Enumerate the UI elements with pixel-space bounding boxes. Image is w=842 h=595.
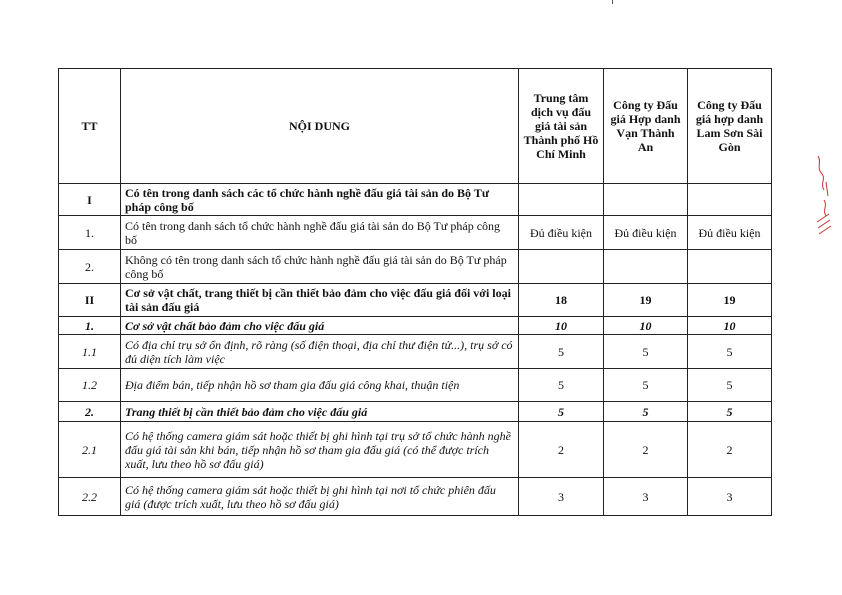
row-value-org-2: 3 bbox=[604, 478, 688, 516]
row-value-org-2 bbox=[604, 250, 688, 284]
row-value-org-1: 5 bbox=[519, 402, 604, 422]
row-number: 1. bbox=[59, 317, 121, 335]
row-number: II bbox=[59, 284, 121, 317]
row-value-org-3 bbox=[688, 184, 772, 216]
row-number: 1. bbox=[59, 216, 121, 250]
row-value-org-1: 3 bbox=[519, 478, 604, 516]
handwritten-margin-mark bbox=[812, 152, 834, 240]
row-value-org-1: 5 bbox=[519, 335, 604, 369]
table-row bbox=[59, 478, 772, 516]
row-content: Có hệ thống camera giám sát hoặc thiết bị ghi hình tại nơi tổ chức phiên đấu giá (được trích xuất, lưu theo hồ sơ đấu giá) bbox=[121, 478, 519, 516]
row-value-org-3: 2 bbox=[688, 422, 772, 478]
row-value-org-3: 5 bbox=[688, 402, 772, 422]
row-number: 2. bbox=[59, 402, 121, 422]
row-content: Cơ sở vật chất, trang thiết bị cần thiết bảo đảm cho việc đấu giá đối với loại tài sản đấu giá bbox=[121, 284, 519, 317]
row-value-org-2: 5 bbox=[604, 402, 688, 422]
row-number: I bbox=[59, 184, 121, 216]
row-content: Không có tên trong danh sách tổ chức hành nghề đấu giá tài sản do Bộ Tư pháp công bố bbox=[121, 250, 519, 284]
row-value-org-2 bbox=[604, 184, 688, 216]
row-number: 1.1 bbox=[59, 335, 121, 369]
row-value-org-3 bbox=[688, 250, 772, 284]
row-value-org-3: 3 bbox=[688, 478, 772, 516]
row-value-org-3: 19 bbox=[688, 284, 772, 317]
table-row bbox=[59, 335, 772, 369]
header-tt: TT bbox=[59, 69, 121, 184]
row-value-org-2: 5 bbox=[604, 369, 688, 402]
row-value-org-2: Đủ điều kiện bbox=[604, 216, 688, 250]
row-content: Trang thiết bị cần thiết bảo đảm cho việc đấu giá bbox=[121, 402, 519, 422]
row-value-org-2: 19 bbox=[604, 284, 688, 317]
row-value-org-3: Đủ điều kiện bbox=[688, 216, 772, 250]
row-value-org-1: 18 bbox=[519, 284, 604, 317]
header-org-3: Công ty Đấu giá hợp danh Lam Sơn Sài Gòn bbox=[688, 69, 772, 184]
row-content: Có tên trong danh sách tổ chức hành nghề đấu giá tài sản do Bộ Tư pháp công bố bbox=[121, 216, 519, 250]
table-row bbox=[59, 184, 772, 216]
row-content: Cơ sở vật chất bảo đảm cho việc đấu giá bbox=[121, 317, 519, 335]
table-row bbox=[59, 250, 772, 284]
row-value-org-1: 2 bbox=[519, 422, 604, 478]
row-value-org-2: 2 bbox=[604, 422, 688, 478]
row-value-org-1 bbox=[519, 250, 604, 284]
row-content: Có hệ thống camera giám sát hoặc thiết bị ghi hình tại trụ sở tổ chức hành nghề đấu giá tài sản khi bán, tiếp nhận hồ sơ tham gia đấu giá (có thể được trích xuất, lưu theo hồ sơ đấu giá) bbox=[121, 422, 519, 478]
row-number: 1.2 bbox=[59, 369, 121, 402]
row-value-org-1 bbox=[519, 184, 604, 216]
evaluation-table bbox=[58, 68, 772, 516]
header-org-2: Công ty Đấu giá Hợp danh Vạn Thành An bbox=[604, 69, 688, 184]
table-row bbox=[59, 402, 772, 422]
header-content: NỘI DUNG bbox=[121, 69, 519, 184]
row-content: Địa điểm bán, tiếp nhận hồ sơ tham gia đấu giá công khai, thuận tiện bbox=[121, 369, 519, 402]
row-value-org-1: Đủ điều kiện bbox=[519, 216, 604, 250]
row-content: Có tên trong danh sách các tổ chức hành nghề đấu giá tài sản do Bộ Tư pháp công bố bbox=[121, 184, 519, 216]
table-row bbox=[59, 284, 772, 317]
table-row bbox=[59, 317, 772, 335]
row-number: 2.2 bbox=[59, 478, 121, 516]
table-row bbox=[59, 369, 772, 402]
row-content: Có địa chỉ trụ sở ổn định, rõ ràng (số điện thoại, địa chỉ thư điện tử...), trụ sở có đủ diện tích làm việc bbox=[121, 335, 519, 369]
row-value-org-2: 10 bbox=[604, 317, 688, 335]
row-number: 2.1 bbox=[59, 422, 121, 478]
header-org-1: Trung tâm dịch vụ đấu giá tài sản Thành phố Hồ Chí Minh bbox=[519, 69, 604, 184]
row-value-org-1: 10 bbox=[519, 317, 604, 335]
row-value-org-2: 5 bbox=[604, 335, 688, 369]
table-row bbox=[59, 216, 772, 250]
row-number: 2. bbox=[59, 250, 121, 284]
row-value-org-3: 10 bbox=[688, 317, 772, 335]
row-value-org-3: 5 bbox=[688, 335, 772, 369]
top-edge-mark bbox=[612, 0, 613, 4]
table-row bbox=[59, 422, 772, 478]
row-value-org-1: 5 bbox=[519, 369, 604, 402]
row-value-org-3: 5 bbox=[688, 369, 772, 402]
